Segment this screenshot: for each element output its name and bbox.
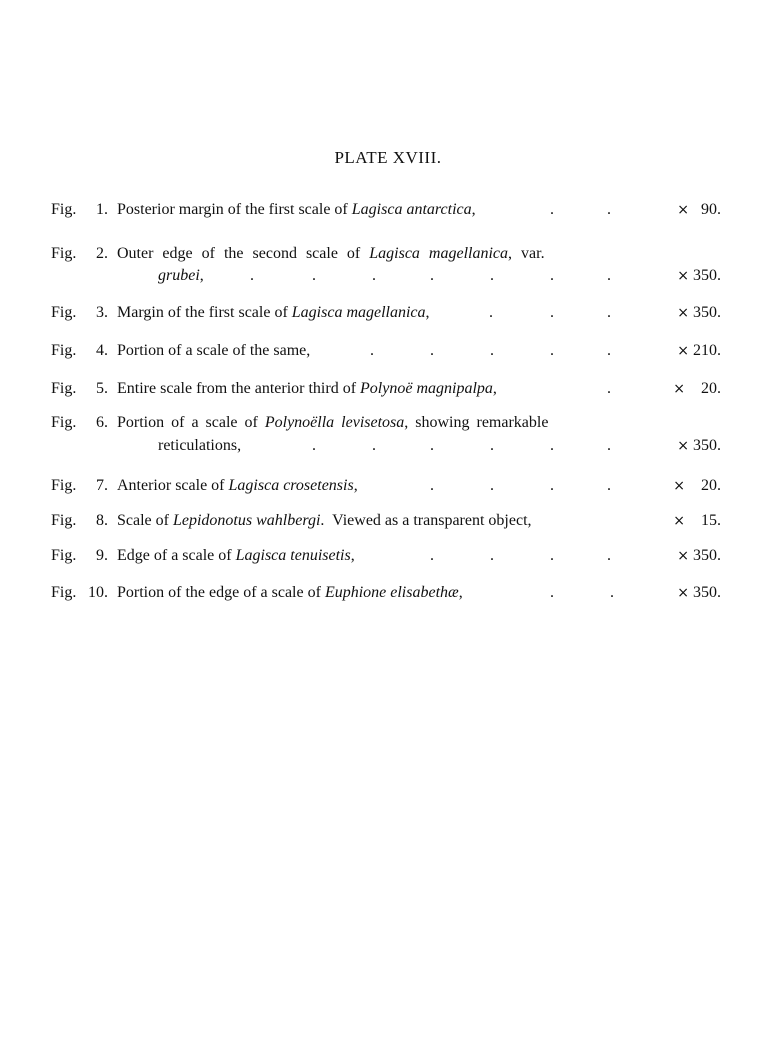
leader-dot: .: [607, 304, 611, 321]
leader-dot: .: [607, 437, 611, 454]
fig-number: 3.: [96, 304, 108, 321]
leader-dot: .: [607, 477, 611, 494]
fig-description: Portion of the edge of a scale of Euphione elisabethæ,: [117, 584, 463, 601]
fig-description: Portion of a scale of Polynoëlla levisetosa, showing remarkable: [117, 414, 549, 431]
fig-number: 7.: [96, 477, 108, 494]
fig-label: Fig.: [51, 477, 77, 494]
fig-description: Anterior scale of Lagisca crosetensis,: [117, 477, 358, 494]
leader-dot: .: [607, 267, 611, 284]
leader-dot: .: [607, 547, 611, 564]
leader-dot: .: [490, 437, 494, 454]
leader-dot: .: [372, 437, 376, 454]
leader-dot: .: [250, 267, 254, 284]
leader-dot: .: [607, 380, 611, 397]
fig-description: Posterior margin of the first scale of Lagisca antarctica,: [117, 201, 476, 218]
fig-description: Outer edge of the second scale of Lagisca magellanica, var.: [117, 245, 545, 262]
fig-label: Fig.: [51, 547, 77, 564]
leader-dot: .: [489, 304, 493, 321]
leader-dot: .: [490, 342, 494, 359]
leader-dot: .: [312, 267, 316, 284]
leader-dot: .: [370, 342, 374, 359]
fig-description: Portion of a scale of the same,: [117, 342, 311, 359]
leader-dot: .: [312, 437, 316, 454]
fig-description: Entire scale from the anterior third of Polynoë magnipalpa,: [117, 380, 497, 397]
fig-label: Fig.: [51, 245, 77, 262]
fig-number: 9.: [96, 547, 108, 564]
magnification: × 210.: [677, 342, 721, 359]
fig-label: Fig.: [51, 380, 77, 397]
fig-description-continued: grubei,: [158, 267, 204, 284]
magnification: × 350.: [677, 304, 721, 321]
fig-label: Fig.: [51, 414, 77, 431]
fig-number: 4.: [96, 342, 108, 359]
leader-dot: .: [610, 584, 614, 601]
fig-description: Scale of Lepidonotus wahlbergi. Viewed as a transparent object,: [117, 512, 532, 529]
fig-label: Fig.: [51, 342, 77, 359]
leader-dot: .: [372, 267, 376, 284]
fig-description: Margin of the first scale of Lagisca magellanica,: [117, 304, 430, 321]
plate-title: PLATE XVIII.: [334, 148, 442, 167]
fig-description: Edge of a scale of Lagisca tenuisetis,: [117, 547, 355, 564]
leader-dot: .: [550, 584, 554, 601]
leader-dot: .: [607, 201, 611, 218]
magnification: × 350.: [677, 437, 721, 454]
leader-dot: .: [430, 477, 434, 494]
magnification: × 90.: [677, 201, 721, 218]
fig-number: 10.: [88, 584, 108, 601]
fig-number: 6.: [96, 414, 108, 431]
magnification: × 15.: [673, 512, 721, 529]
magnification: × 20.: [673, 380, 721, 397]
leader-dot: .: [550, 547, 554, 564]
leader-dot: .: [430, 342, 434, 359]
leader-dot: .: [490, 477, 494, 494]
leader-dot: .: [550, 267, 554, 284]
fig-label: Fig.: [51, 304, 77, 321]
magnification: × 20.: [673, 477, 721, 494]
fig-number: 2.: [96, 245, 108, 262]
fig-label: Fig.: [51, 584, 77, 601]
fig-label: Fig.: [51, 201, 77, 218]
fig-number: 5.: [96, 380, 108, 397]
magnification: × 350.: [677, 584, 721, 601]
leader-dot: .: [430, 267, 434, 284]
leader-dot: .: [550, 477, 554, 494]
fig-number: 1.: [96, 201, 108, 218]
leader-dot: .: [550, 342, 554, 359]
fig-description-continued: reticulations,: [158, 437, 242, 454]
fig-number: 8.: [96, 512, 108, 529]
leader-dot: .: [550, 437, 554, 454]
leader-dot: .: [430, 547, 434, 564]
leader-dot: .: [607, 342, 611, 359]
magnification: × 350.: [677, 267, 721, 284]
magnification: × 350.: [677, 547, 721, 564]
leader-dot: .: [490, 547, 494, 564]
leader-dot: .: [430, 437, 434, 454]
fig-label: Fig.: [51, 512, 77, 529]
leader-dot: .: [550, 304, 554, 321]
leader-dot: .: [490, 267, 494, 284]
leader-dot: .: [550, 201, 554, 218]
